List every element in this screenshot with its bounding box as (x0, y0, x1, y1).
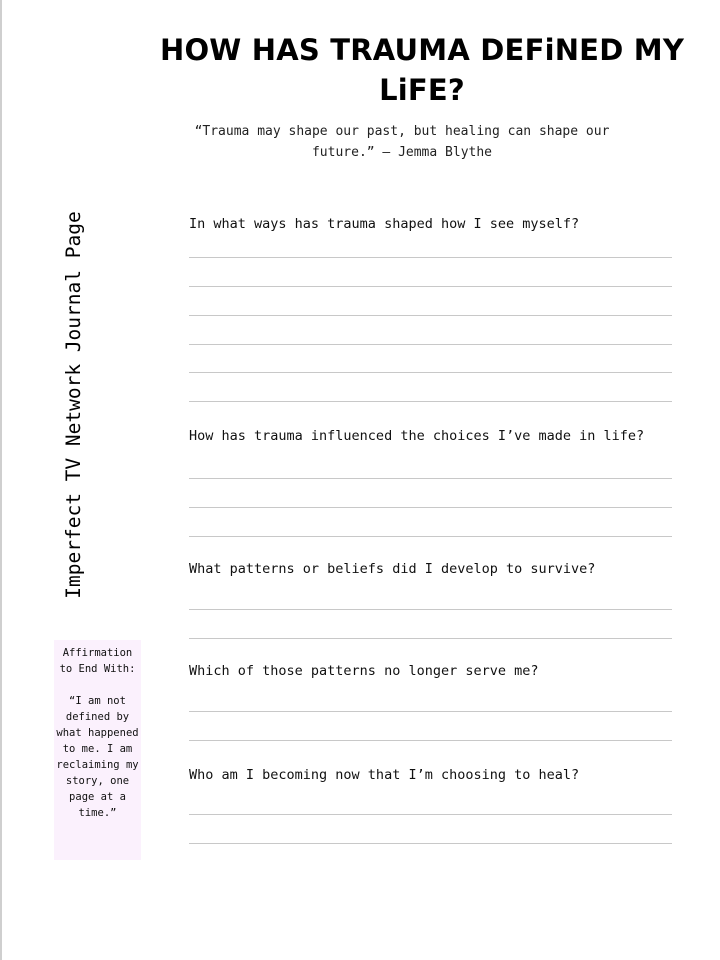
writing-line[interactable] (189, 315, 672, 316)
side-label: Imperfect TV Network Journal Page (62, 211, 85, 599)
writing-line[interactable] (189, 711, 672, 712)
writing-line[interactable] (189, 507, 672, 508)
writing-line[interactable] (189, 344, 672, 345)
prompt-1: In what ways has trauma shaped how I see myself? (189, 216, 580, 232)
writing-line[interactable] (189, 638, 672, 639)
quote: “Trauma may shape our past, but healing can shape our future.” — Jemma Blythe (194, 124, 610, 160)
affirmation-box (54, 640, 141, 860)
writing-line[interactable] (189, 286, 672, 287)
prompt-5: Who am I becoming now that I’m choosing to heal? (189, 767, 580, 783)
writing-line[interactable] (189, 843, 672, 844)
writing-line[interactable] (189, 536, 672, 537)
prompt-3: What patterns or beliefs did I develop to survive? (189, 561, 596, 577)
writing-line[interactable] (189, 372, 672, 373)
writing-line[interactable] (189, 257, 672, 258)
writing-line[interactable] (189, 814, 672, 815)
writing-line[interactable] (189, 609, 672, 610)
writing-line[interactable] (189, 478, 672, 479)
prompt-2: How has trauma influenced the choices I’ve made in life? (189, 428, 645, 444)
affirmation-text: “I am not defined by what happened to me. I am reclaiming my story, one page at a time.” (56, 695, 139, 819)
page-title: HOW HAS TRAUMA DEFiNED MY LiFE? (159, 33, 685, 107)
prompt-4: Which of those patterns no longer serve me? (189, 663, 539, 679)
writing-line[interactable] (189, 740, 672, 741)
writing-line[interactable] (189, 401, 672, 402)
affirmation-heading: Affirmation to End With: (59, 647, 136, 675)
